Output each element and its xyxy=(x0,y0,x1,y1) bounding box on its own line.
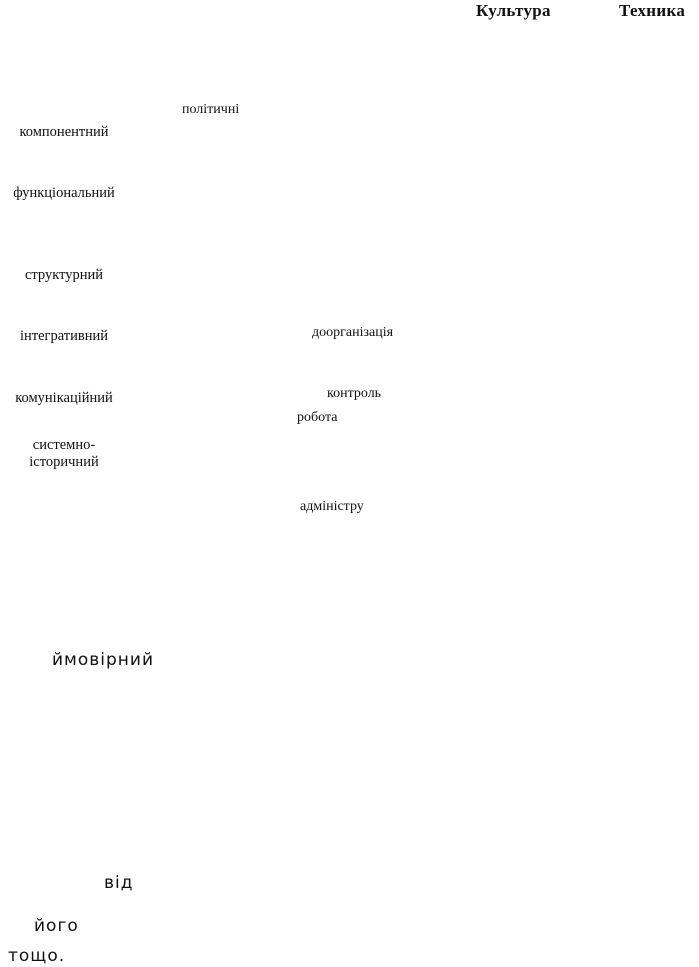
left-item-systemno-line1: системно- xyxy=(32,437,96,453)
word-kontrol: контроль xyxy=(327,386,382,401)
word-administru: адміністру xyxy=(300,499,364,514)
left-item-systemno xyxy=(0,437,128,471)
header-tekhnika: Техника xyxy=(619,1,686,20)
left-item-komunikatsiinyi: комунікаційний xyxy=(15,390,113,406)
left-item-systemno-line2: історичний xyxy=(29,454,99,470)
word-ymovirnyi: ймовірний xyxy=(52,650,155,670)
word-toshcho: тощо. xyxy=(8,946,66,966)
word-doorganizatsiia: доорганізація xyxy=(312,325,394,340)
word-yoho: його xyxy=(34,916,79,936)
left-item-intehratyvnyi: інтегративний xyxy=(19,328,109,344)
left-item-funktsionalnyi: функціональний xyxy=(13,185,115,201)
word-vid: від xyxy=(104,873,134,893)
left-item-strukturnyi: структурний xyxy=(24,267,104,283)
word-politychni: політичні xyxy=(182,102,240,117)
left-item-komponentnyi: компонентний xyxy=(19,124,109,140)
header-kultura: Культура xyxy=(476,1,551,20)
word-robota: робота xyxy=(297,410,338,425)
